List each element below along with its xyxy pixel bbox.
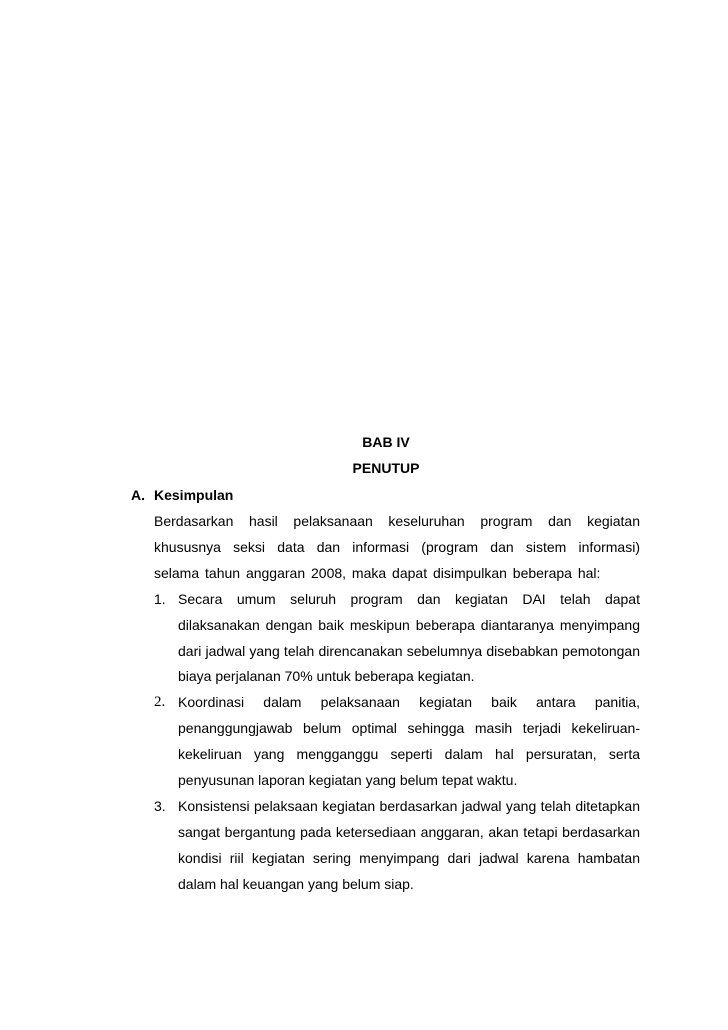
chapter-title: PENUTUP (352, 460, 420, 476)
section-heading (131, 485, 233, 505)
list-item-number: 3. (154, 797, 166, 814)
section-body (154, 509, 640, 898)
intro-paragraph: Berdasarkan hasil pelaksanaan keseluruhan program dan kegiatan khususnya seksi data dan informasi (program dan sistem informasi) selama tahun anggaran 2008, maka dapat disimpulkan beberapa hal: (154, 513, 640, 581)
conclusion-list (154, 587, 640, 898)
section-letter: A. (131, 487, 145, 503)
section-title: Kesimpulan (154, 487, 234, 503)
list-item (154, 690, 640, 794)
list-item-number: 1. (154, 590, 166, 607)
list-item-text: Koordinasi dalam pelaksanaan kegiatan baik antara panitia, penanggungjawab belum optimal sehingga masih terjadi kekeliruan-kekeliruan yang mengganggu seperti dalam hal persuratan, serta penyusunan laporan kegiatan yang belum tepat waktu. (178, 694, 640, 789)
list-item (154, 794, 640, 898)
list-item-text: Secara umum seluruh program dan kegiatan DAI telah dapat dilaksanakan dengan baik meskipun beberapa diantaranya menyimpang dari jadwal yang telah direncanakan sebelumnya disebabkan pemotongan biaya perjalanan 70% untuk beberapa kegiatan. (178, 590, 640, 685)
list-item-number: 2. (154, 694, 166, 711)
list-item-text: Konsistensi pelaksaan kegiatan berdasarkan jadwal yang telah ditetapkan sangat bergantung pada ketersediaan anggaran, akan tetapi berdasarkan kondisi riil kegiatan sering menyimpang dari jadwal karena hambatan dalam hal keuangan yang belum siap. (178, 797, 640, 892)
list-item (154, 587, 640, 691)
chapter-label: BAB IV (362, 434, 410, 450)
